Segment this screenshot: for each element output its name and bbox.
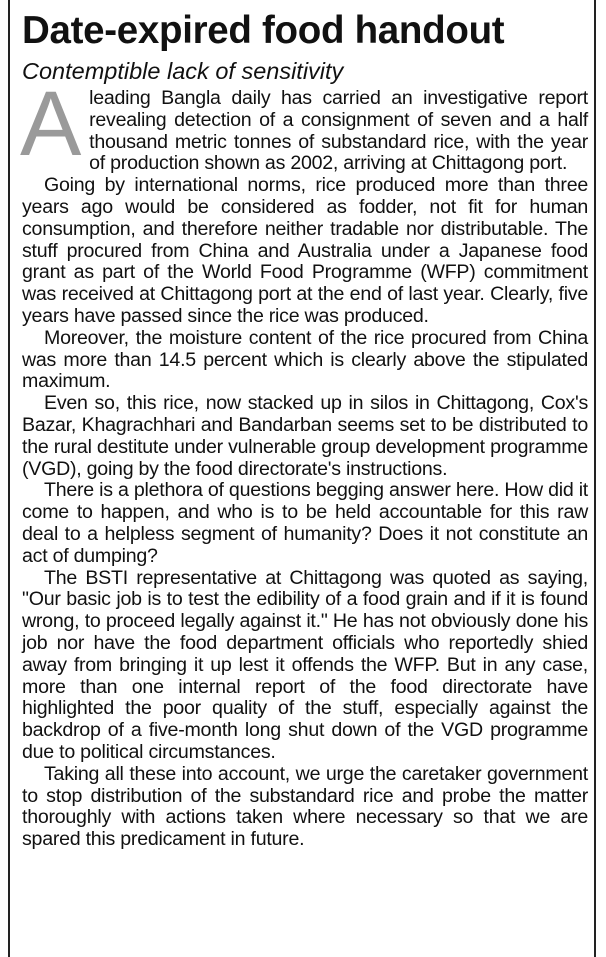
subheadline: Contemptible lack of sensitivity: [22, 58, 344, 84]
paragraph-3: Moreover, the moisture content of the rice procured from China was more than 14.5 percent which is clearly above the stipulated maximum.: [22, 326, 588, 393]
headline: Date-expired food handout: [22, 9, 505, 52]
editorial-article: [22, 8, 588, 851]
paragraph-2: Going by international norms, rice produced more than three years ago would be considered as fodder, not fit for human consumption, and therefore neither tradable nor distributable. The stuff procured from China and Australia under a Japanese food grant as part of the World Food Programme (WFP) commitment was received at Chittagong port at the end of last year. Clearly, five years have passed since the rice was produced.: [22, 174, 588, 327]
paragraph-4: Even so, this rice, now stacked up in silos in Chittagong, Cox's Bazar, Khagrachhari and Bandarban seems set to be distributed to the rural destitute under vulnerable group development programme (VGD), going by the food directorate's instructions.: [22, 392, 588, 480]
paragraph-6: The BSTI representative at Chittagong was quoted as saying, "Our basic job is to test the edibility of a food grain and if it is found wrong, to proceed legally against it." He has not obviously done his job nor have the food department officials who reportedly shied away from bringing it up lest it offends the WFP. But in any case, more than one internal report of the food directorate have highlighted the poor quality of the stuff, especially against the backdrop of a five-month long shut down of the VGD programme due to political circumstances.: [22, 566, 588, 763]
paragraph-1: [20, 73, 588, 175]
article-body: [20, 73, 588, 851]
drop-cap: A: [20, 73, 82, 175]
paragraph-1-text: leading Bangla daily has carried an investigative report revealing detection of a consignment of seven and a half thousand metric tonnes of substandard rice, with the year of production shown as 2002, arriving at Chittagong port.: [89, 87, 588, 175]
paragraph-7: Taking all these into account, we urge the caretaker government to stop distribution of the substandard rice and probe the matter thoroughly with actions taken where necessary so that we are spared this predicament in future.: [22, 762, 588, 851]
paragraph-5: There is a plethora of questions begging answer here. How did it come to happen, and who is to be held accountable for this raw deal to a helpless segment of humanity? Does it not constitute an act of dumping?: [22, 479, 588, 567]
